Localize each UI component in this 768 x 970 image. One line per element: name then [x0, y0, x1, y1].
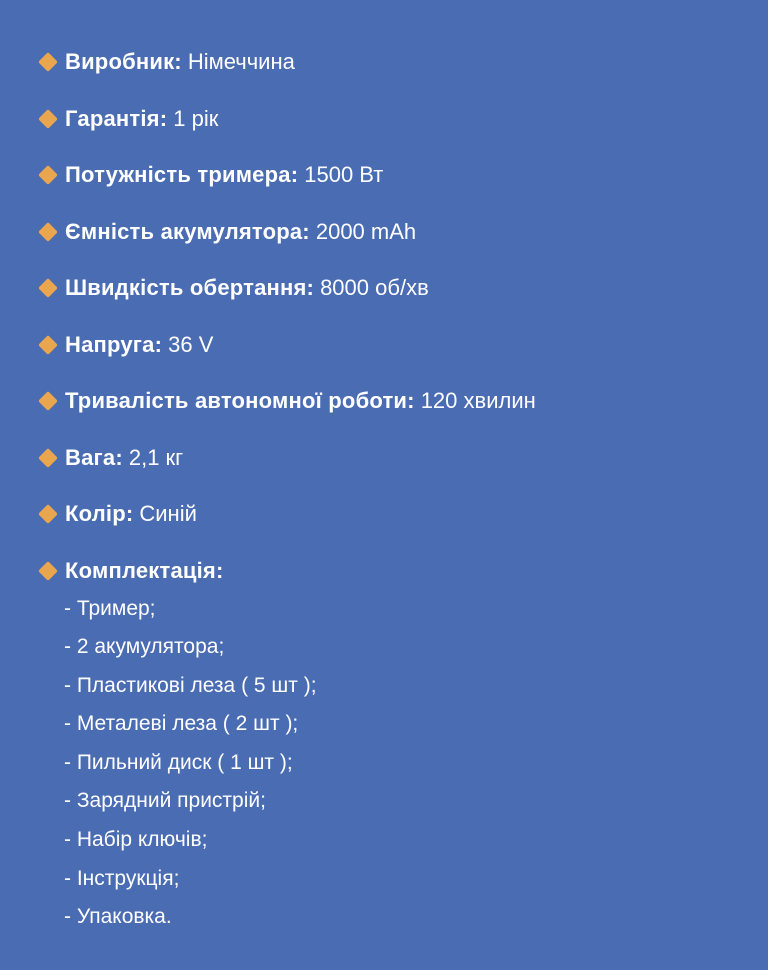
- diamond-bullet-icon: [38, 448, 58, 468]
- spec-row: [38, 51, 748, 73]
- spec-value: Німеччина: [187, 49, 295, 74]
- package-list-item: - Інструкція;: [64, 866, 180, 890]
- package-list-item: - Пильний диск ( 1 шт );: [64, 750, 293, 774]
- spec-row: [38, 444, 748, 470]
- package-list-item: - Зарядний пристрій;: [64, 789, 266, 813]
- package-list-item: - Металеві леза ( 2 шт );: [64, 712, 299, 736]
- diamond-bullet-icon: [38, 504, 58, 524]
- spec-label: Потужність тримера:: [65, 162, 299, 187]
- spec-label: Швидкість обертання:: [65, 275, 315, 300]
- spec-row: [38, 218, 748, 244]
- package-list-item: - Пластикові леза ( 5 шт );: [64, 673, 317, 697]
- spec-row: [38, 277, 748, 299]
- diamond-bullet-icon: [38, 222, 58, 242]
- diamond-bullet-icon: [38, 165, 58, 185]
- spec-label: Напруга:: [65, 331, 163, 357]
- spec-row: [38, 390, 748, 412]
- package-list-item: - Набір ключів;: [64, 828, 208, 852]
- spec-row: [38, 331, 748, 357]
- spec-label: Виробник:: [65, 49, 182, 74]
- package-list-item: - Упаковка.: [64, 905, 172, 929]
- spec-value: 2000 mAh: [315, 218, 417, 244]
- package-list-item: - Тример;: [64, 596, 156, 620]
- spec-row: [38, 557, 748, 583]
- diamond-bullet-icon: [38, 561, 58, 581]
- spec-row: [38, 503, 748, 525]
- diamond-bullet-icon: [38, 52, 58, 72]
- spec-label: Тривалість автономної роботи:: [65, 388, 415, 413]
- diamond-bullet-icon: [38, 278, 58, 298]
- package-list-item: - 2 акумулятора;: [64, 635, 225, 659]
- spec-label: Ємність акумулятора:: [65, 218, 310, 244]
- spec-row: [38, 105, 748, 131]
- spec-row: [38, 164, 748, 186]
- spec-value: 1 рік: [173, 105, 219, 131]
- spec-label: Вага:: [65, 444, 123, 470]
- spec-value: Синій: [139, 501, 197, 526]
- package-list: [0, 598, 768, 928]
- spec-label: Гарантія:: [65, 105, 168, 131]
- diamond-bullet-icon: [38, 335, 58, 355]
- spec-label: Колір:: [65, 501, 134, 526]
- spec-value: 120 хвилин: [420, 388, 536, 413]
- diamond-bullet-icon: [38, 391, 58, 411]
- diamond-bullet-icon: [38, 109, 58, 129]
- spec-value: 2,1 кг: [128, 444, 184, 470]
- spec-value: 36 V: [168, 331, 214, 357]
- spec-value: 8000 об/хв: [320, 275, 429, 300]
- spec-value: 1500 Вт: [304, 162, 384, 187]
- spec-label: Комплектація:: [65, 557, 224, 583]
